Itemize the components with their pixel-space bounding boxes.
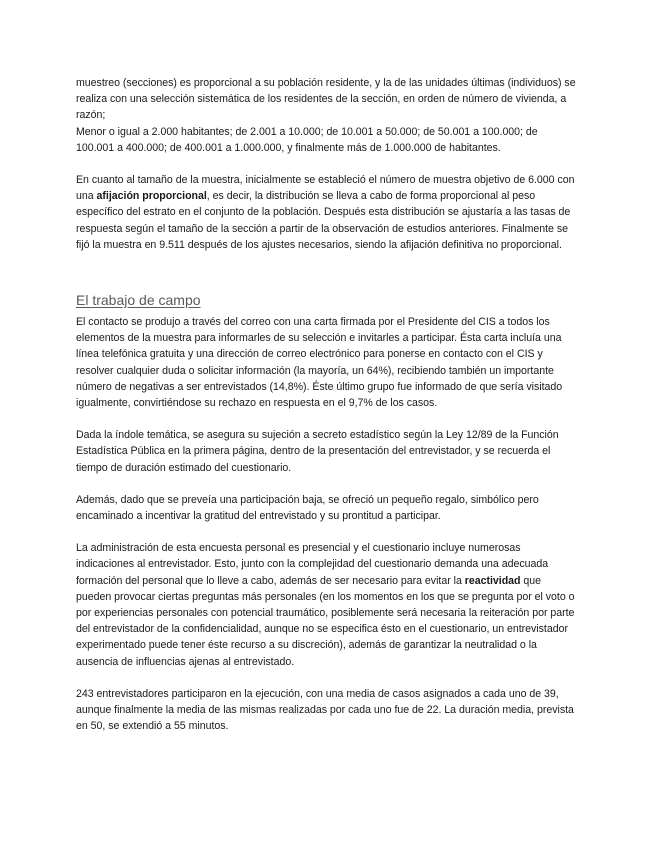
paragraph-confidentiality: Dada la índole temática, se asegura su sujeción a secreto estadístico según la Ley 12/89 de la Función Estadística Pública en la primera página, dentro de la presentación del entrevistador, y se recuerda el tiempo de duración estimado del cuestionario. [76, 429, 559, 474]
paragraph-sampling-strata: Menor o igual a 2.000 habitantes; de 2.001 a 10.000; de 10.001 a 50.000; de 50.001 a 100.000; de 100.001 a 400.000; de 400.001 a 1.000.000, y finalmente más de 1.000.000 de habitantes. [76, 125, 538, 154]
paragraph-contact: El contacto se produjo a través del correo con una carta firmada por el Presidente del CIS a todos los elementos de la muestra para informarles de su selección e invitarles a participar. Ésta carta incluía una línea telefónica gratuita y una dirección de correo electrónico para ponerse en contacto con el CIS y resolver cualquier duda o solicitar información (la mayoría, un 64%), recibiendo también un importante número de negativas a ser entrevistados (14,8%). Éste último grupo fue informado de que sería visitado igualmente, convirtiéndose su rechazo en respuesta en el 9,7% de los casos. [76, 316, 563, 410]
text-segment: En cuanto al tamaño de la muestra, inicialmente se estableció el número de muestra objetivo de 6.000 con una [76, 174, 575, 203]
bold-term: afijación proporcional [96, 190, 207, 203]
paragraph-sampling [76, 75, 576, 156]
paragraph-interviewers: 243 entrevistadores participaron en la ejecución, con una media de casos asignados a cada uno de 39, aunque finalmente la media de las mismas realizadas por cada uno fue de 22. La duración media, prevista en 50, se extendió a 55 minutos. [76, 687, 574, 733]
text-segment: que pueden provocar ciertas preguntas más personales (en los momentos en los que se pregunta por el voto o por experiencias personales con potencial traumático, posiblemente será necesaria la reiteración por parte del entrevistador de la confidencialidad, aunque no se especifica ésto en el cuestionario, un entrevistador experimentado puede tener éste recurso a su discreción), además de garantizar la neutralidad o la ausencia de influencias ajenas al entrevistado. [76, 574, 575, 668]
paragraph-administration [76, 540, 576, 670]
paragraph-sampling-text: muestreo (secciones) es proporcional a su población residente, y la de las unidades últimas (individuos) se realiza con una selección sistemática de los residentes de la sección, en orden de número de vivienda, a razón; [76, 77, 576, 122]
paragraph-incentive: Además, dado que se preveía una participación baja, se ofreció un pequeño regalo, simbólico pero encaminado a incentivar la gratitud del entrevistado y su prontitud a participar. [76, 493, 539, 523]
text-segment: , es decir, la distribución se lleva a cabo de forma proporcional al peso específico del estrato en el conjunto de la población. Después esta distribución se ajustaría a las tasas de respuesta según el tamaño de la sección a partir de la observación de estudios anteriores. Finalmente se fijó la muestra en 9.511 después de los ajustes necesarios, siendo la afijación definitiva no proporcional. [76, 190, 571, 251]
text-segment: La administración de esta encuesta personal es presencial y el cuestionario incluye numerosas indicaciones al entrevistador. Esto, junto con la complejidad del cuestionario demanda una adecuada formación del personal que lo lleve a cabo, además de ser necesario para evitar la [76, 542, 549, 587]
section-heading: El trabajo de campo [76, 292, 201, 309]
page-body [76, 75, 576, 735]
paragraph-sample-size [76, 172, 576, 253]
bold-term: reactividad [464, 574, 521, 587]
